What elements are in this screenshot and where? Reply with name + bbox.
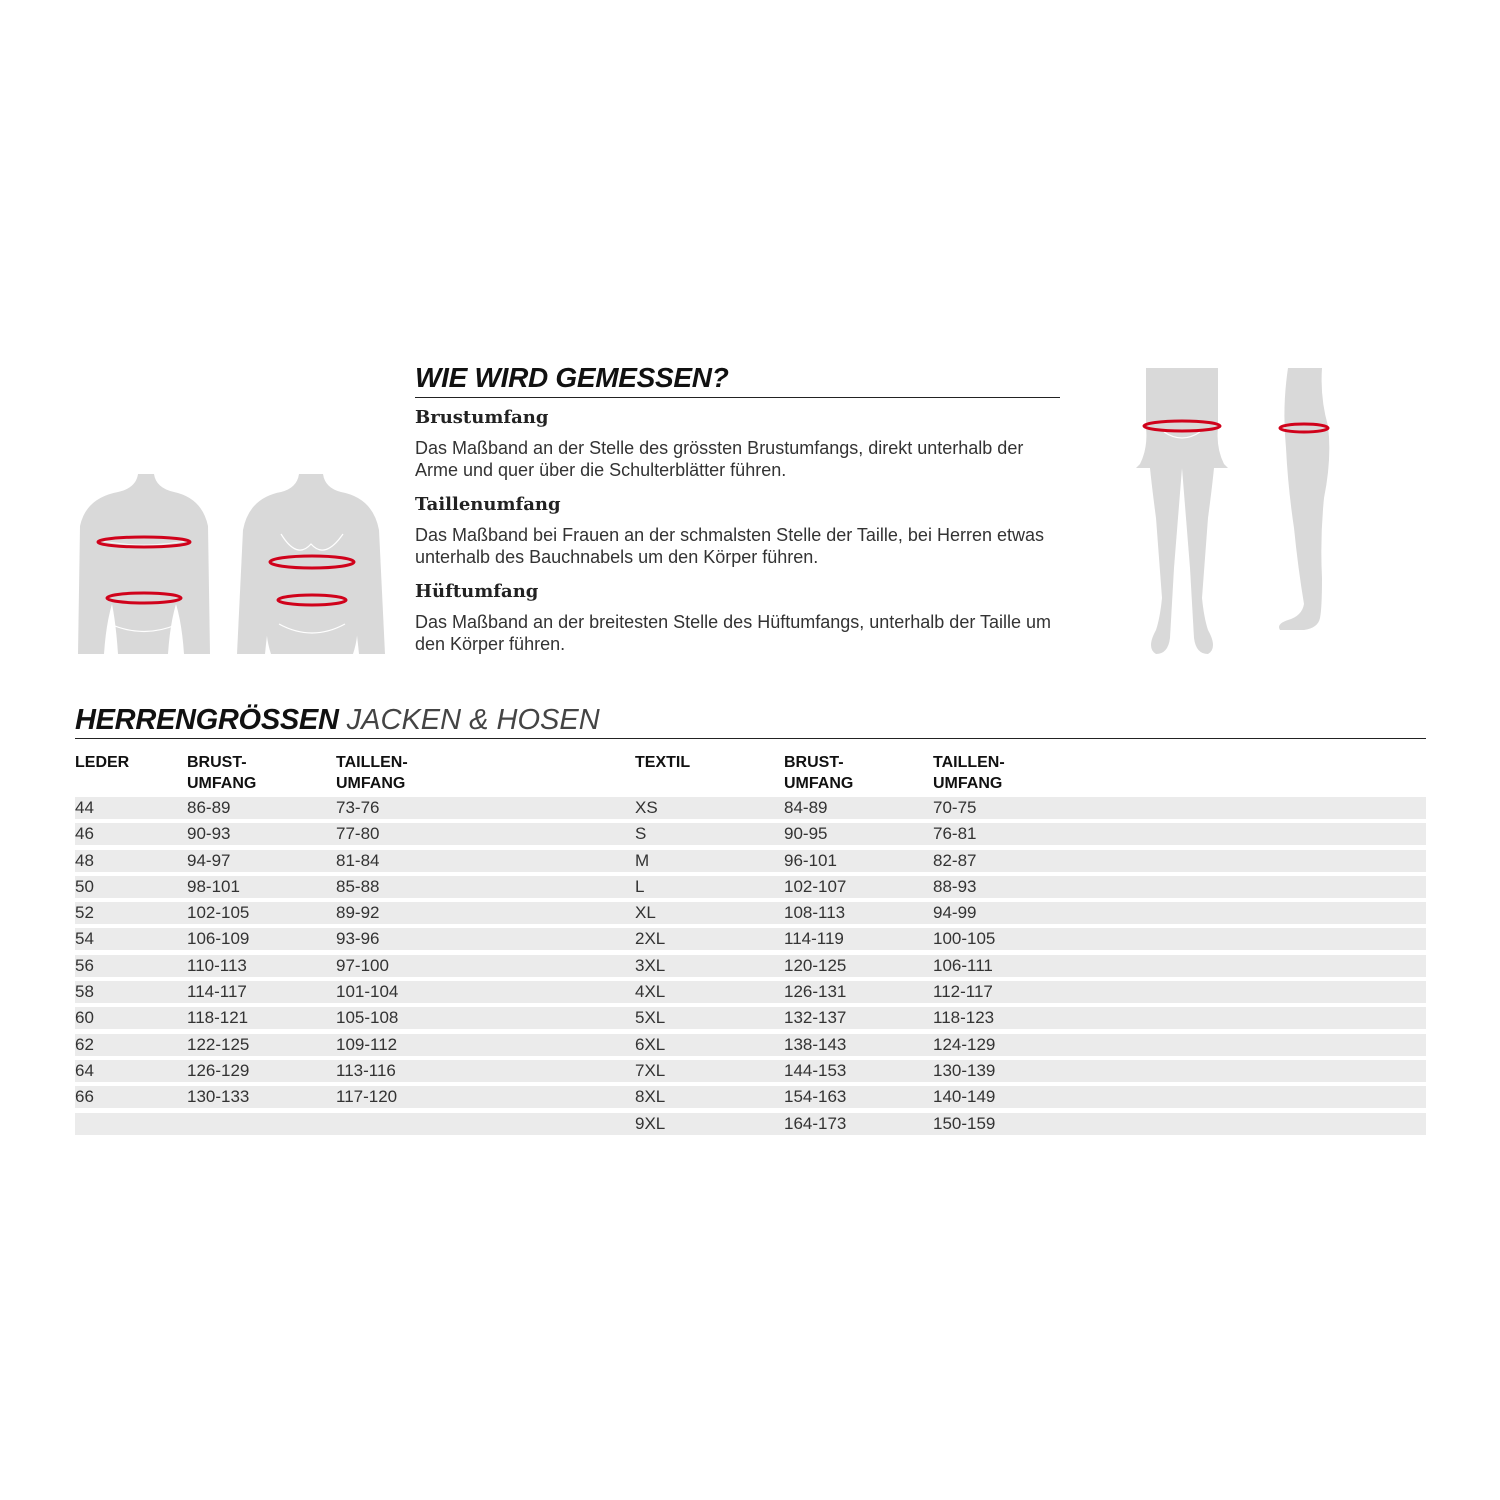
chest-text: Das Maßband an der Stelle des grössten Brustumfangs, direkt unterhalb der Arme und quer über die Schulterblätter führen. (415, 438, 1024, 480)
chest-heading: Brustumfang (415, 407, 549, 428)
table-row (75, 928, 1426, 950)
table-row (75, 876, 1426, 898)
cell-leder-taille: 89-92 (336, 903, 380, 923)
table-row (75, 955, 1426, 977)
cell-leder: 58 (75, 982, 94, 1002)
cell-leder-taille: 85-88 (336, 876, 380, 896)
table-row (75, 1086, 1426, 1108)
cell-leder: 64 (75, 1060, 94, 1080)
cell-textil-brust: 108-113 (784, 903, 846, 923)
hip-heading: Hüftumfang (415, 581, 539, 602)
cell-textil-taille: 94-99 (933, 903, 977, 923)
cell-leder-taille: 93-96 (336, 929, 380, 949)
cell-leder-brust: 102-105 (187, 903, 250, 923)
table-row (75, 823, 1426, 845)
cell-leder-taille: 77-80 (336, 824, 380, 844)
header-textil-brust: BRUST- UMFANG (784, 754, 854, 792)
hip-text: Das Maßband an der breitesten Stelle des Hüftumfangs, unterhalb der Taille um den Körper führen. (415, 612, 1052, 654)
cell-textil: M (635, 850, 650, 870)
table-row (75, 1034, 1426, 1056)
sizes-title (75, 704, 600, 737)
measure-divider (415, 397, 1060, 398)
cell-textil-brust: 164-173 (784, 1113, 847, 1133)
cell-textil: 8XL (635, 1087, 666, 1107)
cell-leder-taille: 117-120 (336, 1087, 398, 1107)
cell-textil-brust: 120-125 (784, 955, 847, 975)
cell-textil-brust: 126-131 (784, 982, 847, 1002)
side-body-figure (1276, 368, 1336, 632)
cell-textil-brust: 90-95 (784, 824, 828, 844)
cell-leder: 48 (75, 850, 94, 870)
cell-textil: 4XL (635, 982, 666, 1002)
cell-textil-taille: 118-123 (933, 1008, 995, 1028)
cell-leder-brust: 106-109 (187, 929, 250, 949)
cell-textil-taille: 130-139 (933, 1060, 996, 1080)
cell-leder-taille: 109-112 (336, 1034, 398, 1054)
header-leder-brust-line1: BRUST- UMFANG (187, 754, 257, 792)
cell-leder-taille: 81-84 (336, 850, 380, 870)
cell-textil-brust: 96-101 (784, 850, 837, 870)
cell-textil-brust: 154-163 (784, 1087, 847, 1107)
cell-leder: 54 (75, 929, 94, 949)
male-torso-figure (78, 474, 213, 656)
cell-leder-brust: 90-93 (187, 824, 231, 844)
cell-textil-brust: 144-153 (784, 1060, 847, 1080)
cell-leder: 44 (75, 798, 94, 817)
table-row (75, 850, 1426, 872)
table-row (75, 1007, 1426, 1029)
cell-leder-brust: 110-113 (187, 955, 247, 975)
cell-leder: 50 (75, 876, 94, 896)
cell-textil-taille: 76-81 (933, 824, 977, 844)
cell-textil: 5XL (635, 1008, 666, 1028)
header-textil-taille: TAILLEN- UMFANG (933, 754, 1005, 792)
sizes-title-light: JACKEN & HOSEN (346, 704, 600, 736)
cell-textil-taille: 150-159 (933, 1113, 996, 1133)
cell-textil-taille: 70-75 (933, 798, 977, 817)
cell-textil: L (635, 876, 645, 896)
cell-textil-brust: 114-119 (784, 929, 844, 949)
cell-leder-brust: 98-101 (187, 876, 240, 896)
measure-title: WIE WIRD GEMESSEN? (415, 362, 729, 393)
table-row (75, 981, 1426, 1003)
cell-leder-brust: 118-121 (187, 1008, 249, 1028)
cell-textil-taille: 112-117 (933, 982, 993, 1002)
cell-textil-brust: 132-137 (784, 1008, 847, 1028)
cell-textil: XL (635, 903, 656, 923)
front-body-figure (1132, 368, 1234, 656)
cell-textil-taille: 100-105 (933, 929, 996, 949)
waist-text: Das Maßband bei Frauen an der schmalsten Stelle der Taille, bei Herren etwas unterhalb des Bauchnabels um den Körper führen. (415, 525, 1044, 567)
sizes-title-bold: HERRENGRÖSSEN (75, 704, 339, 736)
cell-textil-taille: 106-111 (933, 955, 993, 975)
cell-textil: 2XL (635, 929, 666, 949)
cell-textil-taille: 124-129 (933, 1034, 996, 1054)
cell-leder: 46 (75, 824, 94, 844)
cell-leder-taille: 105-108 (336, 1008, 399, 1028)
header-textil: TEXTIL (635, 754, 691, 771)
female-torso-figure (237, 474, 387, 656)
cell-leder-taille: 113-116 (336, 1060, 396, 1080)
table-row (75, 1060, 1426, 1082)
cell-leder-taille: 97-100 (336, 955, 389, 975)
cell-leder: 52 (75, 903, 94, 923)
cell-textil: 3XL (635, 955, 666, 975)
cell-leder: 62 (75, 1034, 94, 1054)
cell-textil-brust: 102-107 (784, 876, 847, 896)
cell-leder-brust: 126-129 (187, 1060, 250, 1080)
table-row (75, 1113, 1426, 1135)
sizes-divider (75, 738, 1426, 739)
cell-leder: 66 (75, 1087, 94, 1107)
cell-textil-taille: 140-149 (933, 1087, 996, 1107)
cell-textil: 7XL (635, 1060, 666, 1080)
cell-leder-brust: 130-133 (187, 1087, 250, 1107)
cell-textil-brust: 138-143 (784, 1034, 847, 1054)
cell-leder-taille: 101-104 (336, 982, 399, 1002)
cell-leder: 56 (75, 955, 94, 975)
header-leder: LEDER (75, 754, 130, 771)
waist-heading: Taillenumfang (415, 494, 561, 515)
cell-textil-taille: 82-87 (933, 850, 977, 870)
cell-leder-taille: 73-76 (336, 798, 380, 817)
cell-textil-brust: 84-89 (784, 798, 828, 817)
cell-textil-taille: 88-93 (933, 876, 977, 896)
cell-leder-brust: 122-125 (187, 1034, 250, 1054)
table-row (75, 902, 1426, 924)
cell-leder-brust: 94-97 (187, 850, 231, 870)
cell-textil: XS (635, 798, 658, 817)
size-table-rows (75, 797, 1426, 1139)
cell-leder-brust: 86-89 (187, 798, 231, 817)
header-leder-taille: TAILLEN- UMFANG (336, 754, 408, 792)
cell-textil: 6XL (635, 1034, 666, 1054)
table-row (75, 797, 1426, 819)
cell-textil: S (635, 824, 647, 844)
cell-leder-brust: 114-117 (187, 982, 247, 1002)
cell-textil: 9XL (635, 1113, 666, 1133)
cell-leder: 60 (75, 1008, 94, 1028)
